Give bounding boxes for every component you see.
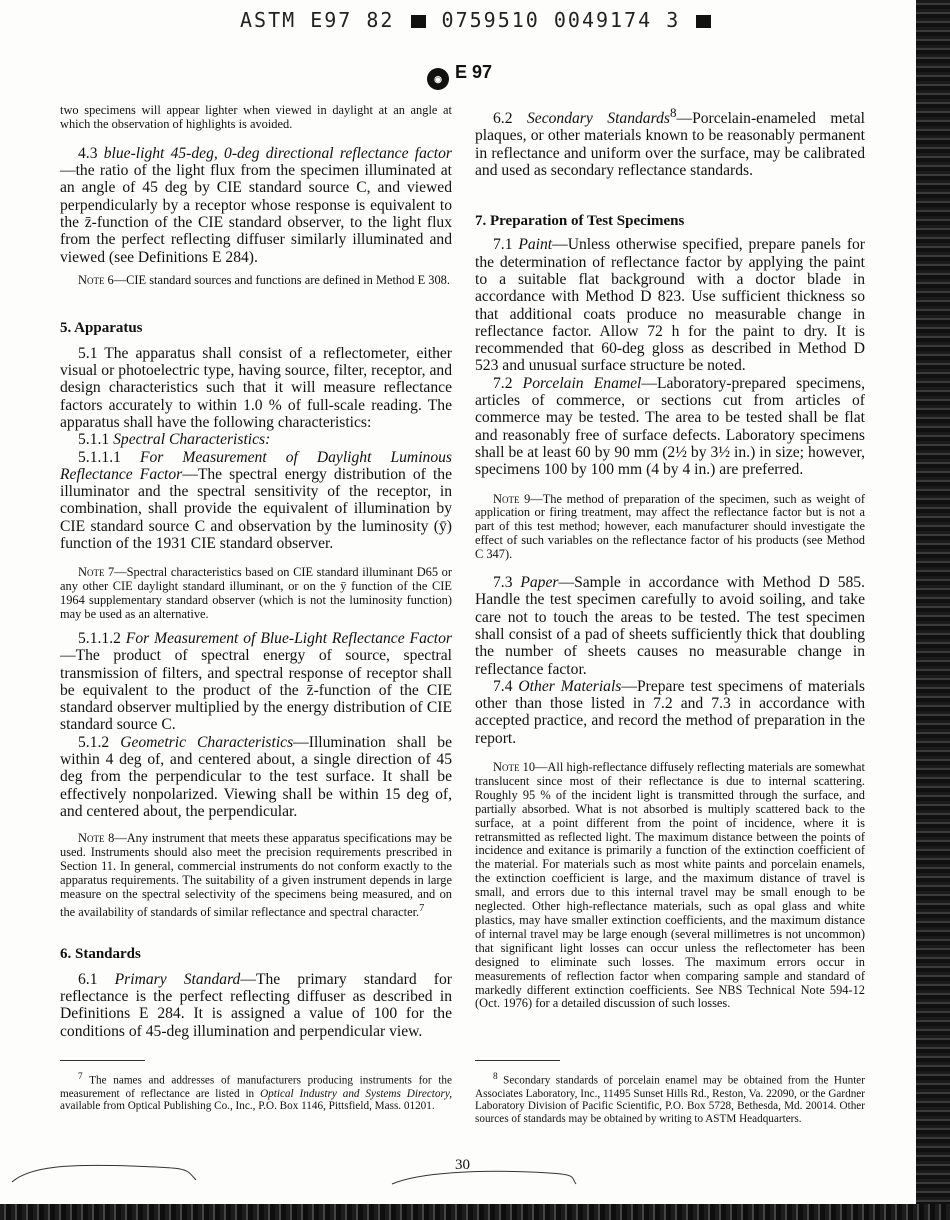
note-10 xyxy=(475,761,865,1011)
document-code-header xyxy=(240,8,681,32)
page-number: 30 xyxy=(455,1157,470,1173)
footnote-rule xyxy=(475,1060,560,1061)
section-5-1-1-1 xyxy=(60,449,452,553)
footnote-rule xyxy=(60,1060,145,1061)
note-text: —All high-reflectance diffusely reflecting materials are somewhat translucent since most of their reflectance is due to internal scattering. Roughly 95 % of the incident light is transmitted through the surface, and partially absorbed. What is not absorbed is multiply scattered back to the surface, at a point different from the point of incidence, where it is retransmitted as reflected light. The maximum distance between the points of incidence and exitance is primarily a function of the extinction coefficient of the material. For materials such as most white paints and porcelain enamels, the extinction coefficient is large, and the maximum distance of travel is small, and errors due to this internal travel may be small enough to be neglected. Other high-reflectance materials, such as opal glass and white plastics, may have smaller extinction coefficients, and the maximum distance of internal travel may be large enough (several millimetres is not uncommon) that significant light losses can occur unless the reflectometer has been designed to eliminate such losses. The maximum errors occur in measurements of reflection factor when comparing sample and standard of markedly different extinction coefficients. See NBS Technical Note 594-12 (Oct. 1976) for a detailed discussion of such losses. xyxy=(475,760,865,1011)
section-term: Spectral Characteristics: xyxy=(113,431,271,449)
section-number: 7.3 xyxy=(493,574,513,592)
ink-scribble-center xyxy=(390,1166,580,1188)
footnote-title: Optical Industry and Systems Directory, xyxy=(260,1087,452,1100)
section-number: 7.4 xyxy=(493,677,513,695)
intro-paragraph: two specimens will appear lighter when viewed in daylight at an angle at which the observation of highlights is avoided. xyxy=(60,103,452,131)
footnote-ref: 8 xyxy=(669,105,677,120)
section-text: —Unless otherwise specified, prepare panels for the determination of reflectance factor by applying the paint to a suitable flat background with a doctor blade in accordance with Method D 823. Use sufficient thickness so that additional coats produce no measurable change in reflectance factor. Allow 72 h for the paint to dry. It is recommended that 60-deg gloss as described in Method D 523 and unusual surface structure be noted. xyxy=(475,236,865,375)
section-6-1 xyxy=(60,971,452,1040)
ink-scribble-left xyxy=(10,1160,200,1186)
note-text: —CIE standard sources and functions are defined in Method E 308. xyxy=(113,272,450,287)
section-5-1-2 xyxy=(60,734,452,820)
section-5-1-1-2 xyxy=(60,630,452,734)
note-text: —The method of preparation of the specimen, such as weight of application or firing treatment, may affect the reflectance factor but is not a part of this test method; however, each manufacturer should investigate the effect of such variables on the reflectance factor of his products (see Method C 347). xyxy=(475,491,865,562)
footnote-8 xyxy=(475,1071,865,1126)
note-7 xyxy=(60,566,452,622)
left-column xyxy=(60,104,452,1040)
note-label: Note 10 xyxy=(493,760,536,775)
note-label: Note 7 xyxy=(78,565,115,580)
footnote-8-block xyxy=(475,1060,865,1126)
section-number: 5.1.1.1 xyxy=(78,448,121,466)
section-5-1-1 xyxy=(60,431,452,448)
scan-edge-bottom xyxy=(0,1204,950,1220)
section-7-4 xyxy=(475,678,865,747)
section-text: —The product of spectral energy of source, spectral transmission of filters, and spectral response of receptor shall be equivalent to the product of the z̄-function of the CIE standard observer multiplied by the energy distribution of CIE standard source C. xyxy=(60,647,452,734)
section-term: For Measurement of Daylight Luminous Reflectance Factor xyxy=(60,448,452,483)
section-text: —The primary standard for reflectance is the perfect reflecting diffuser as described in Definitions E 284. It is assigned a value of 100 for the conditions of 45-deg illumination and perpendicular view. xyxy=(60,970,452,1040)
section-number: 7.1 xyxy=(493,236,513,254)
note-9 xyxy=(475,493,865,563)
heading-standards: 6. Standards xyxy=(60,945,141,962)
footnote-ref: 7 xyxy=(419,902,425,914)
footnote-mark: 8 xyxy=(493,1072,498,1082)
section-7-2 xyxy=(475,375,865,479)
section-7-1 xyxy=(475,236,865,374)
section-6-2 xyxy=(475,104,865,179)
section-term: Secondary Standards xyxy=(526,110,670,128)
section-5-1: 5.1 The apparatus shall consist of a reflectometer, either visual or photoelectric type, having source, filter, receptor, and design characteristics such that it will measure reflectance factors accurately to within 1.0 % of full-scale reading. The apparatus shall have the following characteristics: xyxy=(60,344,452,431)
section-number: 6.2 xyxy=(493,110,513,128)
section-number: 5.1.1.2 xyxy=(78,629,121,647)
block-mark-icon xyxy=(696,15,711,28)
footnote-text: available from Optical Publishing Co., Inc., P.O. Box 1146, Pittsfield, Mass. 01201. xyxy=(60,1100,435,1113)
footnote-7 xyxy=(60,1071,452,1113)
astm-logo-icon: ◉ xyxy=(427,68,449,90)
note-label: Note 9 xyxy=(493,491,531,506)
section-term: Geometric Characteristics xyxy=(120,733,294,751)
section-term: Paper xyxy=(520,574,559,592)
footnote-text: Secondary standards of porcelain enamel may be obtained from the Hunter Associates Laboratory, Inc., 11495 Sunset Hills Rd., Reston, Va. 22090, or the Gardner Laboratory Division of Pacific Scientific, P.O. Box 5728, Bethesda, Md. 20014. Other sources of standards may be obtained by writing to ASTM Headquarters. xyxy=(475,1074,865,1126)
section-4-3 xyxy=(60,145,452,266)
heading-apparatus: 5. Apparatus xyxy=(60,319,143,336)
section-number: 6.1 xyxy=(78,970,98,988)
note-label: Note 6 xyxy=(78,272,114,287)
section-term: blue-light 45-deg, 0-deg directional reflectance factor xyxy=(103,144,452,162)
block-mark-icon xyxy=(411,15,426,28)
section-text: —Laboratory-prepared specimens, articles of commerce, or sections cut from articles of commerce may be tested. The area to be tested shall be flat and reasonably free of surface defects. Laboratory specimens shall be at least 60 by 90 mm (2½ by 3½ in.) in size; however, specimens 100 by 100 mm (4 by 4 in.) are preferred. xyxy=(475,374,866,479)
designation-text: E 97 xyxy=(455,62,493,82)
section-number: 7.2 xyxy=(493,374,513,392)
footnote-7-block xyxy=(60,1060,452,1113)
footnote-mark: 7 xyxy=(78,1072,83,1082)
heading-preparation: 7. Preparation of Test Specimens xyxy=(475,213,685,230)
section-text: —Porcelain-enameled metal plaques, or other materials known to be reasonably permanent in reflectance and uniform over the surface, may be calibrated and used as secondary reflectance standards. xyxy=(475,110,866,180)
note-text: —Spectral characteristics based on CIE standard illuminant D65 or any other CIE daylight standard illuminant, or on the ȳ function of the CIE 1964 supplementary standard observer (which is not the luminosity function) may be used as an alternative. xyxy=(60,565,452,622)
section-term: Other Materials xyxy=(518,677,622,695)
section-term: For Measurement of Blue-Light Reflectance Factor xyxy=(125,629,452,647)
footnote-text: The names and addresses of manufacturers producing instruments for the measurement of reflectance are listed in xyxy=(60,1074,452,1100)
section-number: 5.1.2 xyxy=(78,733,110,751)
section-term: Porcelain Enamel xyxy=(522,374,642,392)
section-text: —the ratio of the light flux from the specimen illuminated at an angle of 45 deg by CIE standard source C, and viewed perpendicularly by a receptor whose response is equivalent to the z̄-function of the CIE standard observer, to the light flux from the perfect reflecting diffuser similarly illuminated and viewed (see Definitions E 284). xyxy=(60,162,452,266)
section-text: —Sample in accordance with Method D 585. Handle the test specimen carefully to avoid soiling, and take care not to touch the areas to be tested. The test specimen shall consist of a pad of sheets sufficiently thick that doubling the number of sheets causes no measurable change in reflectance factor. xyxy=(475,574,865,678)
section-text: —The spectral energy distribution of the illuminator and the spectral sensitivity of the receptor, in combination, shall provide the equivalent of illumination by CIE standard source C and observation by the luminosity (ȳ) function of the 1931 CIE standard observer. xyxy=(60,465,452,553)
section-7-3 xyxy=(475,574,865,678)
note-text: —Any instrument that meets these apparatus specifications may be used. Instruments should also meet the precision requirements prescribed in Section 11. In general, commercial instruments do not conform exactly to the apparatus requirements. The suitability of a given instrument depends in large measure on the spectral selectivity of the specimens being measured, and on the availability of standards of similar reflectance and spectral character. xyxy=(60,831,452,919)
section-term: Paint xyxy=(518,236,553,254)
section-text: —Illumination shall be within 4 deg of, and centered about, a single direction of 45 deg from the perpendicular to the test surface. It shall be effectively nonpolarized. Viewing shall be within 15 deg of, and centered about, the perpendicular. xyxy=(60,733,452,820)
note-8 xyxy=(60,832,452,920)
note-6 xyxy=(60,274,452,288)
section-number: 5.1.1 xyxy=(78,431,110,449)
code-right: 0759510 0049174 3 xyxy=(441,8,681,32)
section-number: 4.3 xyxy=(78,144,98,162)
section-term: Primary Standard xyxy=(114,970,241,988)
code-left: ASTM E97 82 xyxy=(240,8,395,32)
section-text: —Prepare test specimens of materials other than those listed in 7.2 and 7.3 in accordance with accepted practice, and record the method of preparation in the report. xyxy=(475,677,865,747)
standard-designation xyxy=(427,62,492,90)
note-label: Note 8 xyxy=(78,831,115,846)
right-column xyxy=(475,104,865,1011)
scan-edge-right xyxy=(916,0,950,1220)
